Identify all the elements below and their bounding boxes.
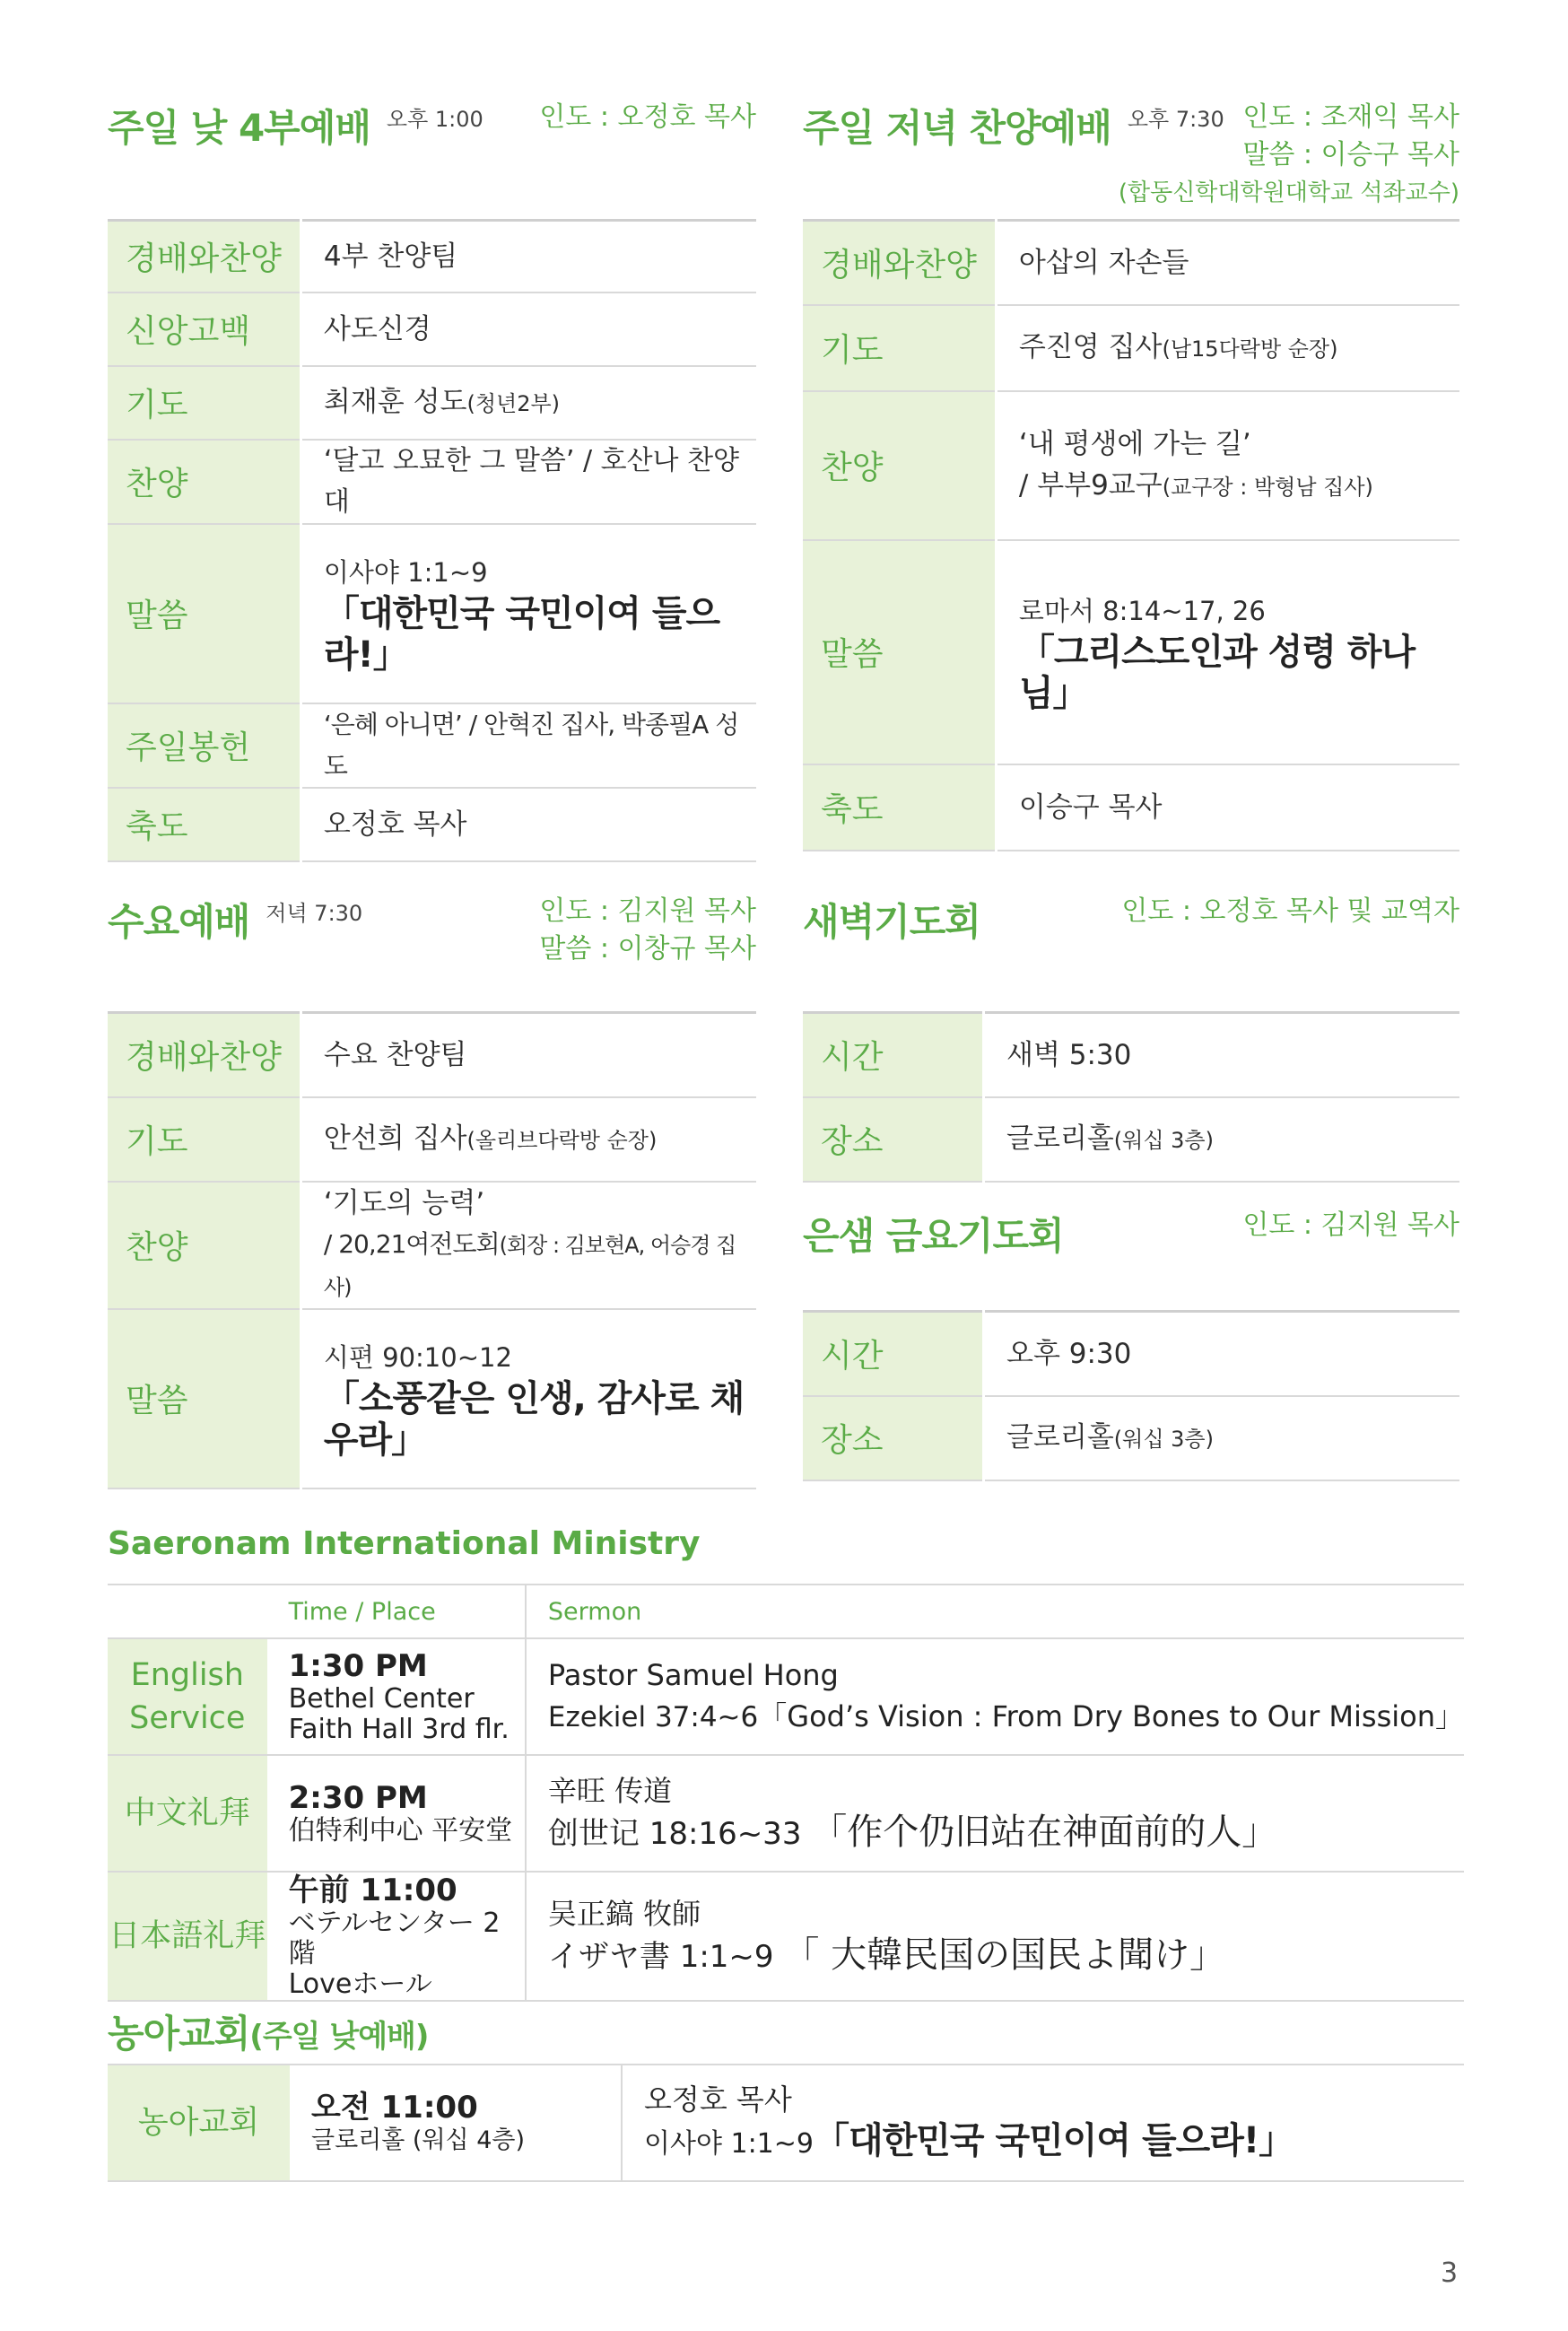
row-value: 4부 찬양팀: [301, 221, 756, 292]
row-value: 수요 찬양팀: [301, 1013, 756, 1097]
row-label: 축도: [821, 791, 884, 828]
dawn-prayer-section: [803, 893, 1459, 1189]
dawn-prayer-leader: 인도 : 오정호 목사 및 교역자: [1121, 895, 1459, 927]
sim-title: Saeronam International Ministry: [108, 1525, 701, 1562]
row-value: 오정호 목사: [301, 788, 756, 861]
sermon-message: 「소풍같은 인생, 감사로 채우라」: [323, 1377, 745, 1461]
row-value: 최재훈 성도(청년2부): [301, 366, 756, 440]
sermon-message: 「대한민국 국민이여 들으라!」: [323, 592, 720, 676]
deaf-church-row: 농아교회 오전 11:00 글로리홀 (워십 4층) 오정호 목사 이사야 1:1~9「대한민국 국민이여 들으라!」: [108, 2065, 1464, 2181]
sunday-4th-section: [108, 99, 756, 852]
sermon-reference: 이사야 1:1~9: [323, 556, 488, 588]
sunday-evening-leader: 인도 : 조재익 목사 말씀 : 이승구 목사 (합동신학대학원대학교 석좌교수): [1118, 101, 1459, 206]
wednesday-table: [108, 1011, 756, 1489]
friday-prayer-section: [803, 1207, 1459, 1494]
row-label: 경배와찬양: [108, 221, 301, 292]
row-value: ‘기도의 능력’ / 20,21여전도회(회장 : 김보현A, 어승경 집사): [301, 1182, 756, 1309]
sunday-evening-table: [803, 219, 1459, 851]
sermon-reference: 시편 90:10~12: [323, 1341, 512, 1373]
row-value: 안선희 집사(올리브다락방 순장): [301, 1097, 756, 1182]
row-label: 기도: [126, 1123, 188, 1160]
row-value: ‘달고 오묘한 그 말씀’ / 호산나 찬양대: [301, 440, 756, 524]
sim-row-label: 日本語礼拜: [108, 1872, 267, 2001]
row-label: 장소: [821, 1123, 884, 1160]
wednesday-time: 저녁 7:30: [266, 901, 363, 926]
sermon-value: [301, 1309, 756, 1489]
page-number: 3: [1441, 2257, 1459, 2289]
sim-header-blank: [108, 1585, 267, 1638]
friday-prayer-leader: 인도 : 김지원 목사: [1242, 1209, 1459, 1241]
sim-header-sermon: Sermon: [526, 1585, 1464, 1638]
row-label: 기도: [126, 387, 188, 423]
row-label: 찬양: [126, 466, 188, 502]
row-value: 이승구 목사: [996, 764, 1459, 851]
sunday-4th-leader: 인도 : 오정호 목사: [539, 101, 756, 133]
row-value: 주진영 집사(남15다락방 순장): [996, 305, 1459, 391]
row-label: 경배와찬양: [803, 221, 996, 305]
sunday-4th-title: 주일 낮 4부예배 $^{오후 1:00}$: [108, 106, 483, 150]
sermon-value: [301, 524, 756, 703]
wednesday-title: 수요예배 $^{저녁 7:30}$: [108, 900, 363, 944]
sunday-4th-time: 오후 1:00: [386, 107, 483, 132]
sermon-value: [996, 540, 1459, 764]
row-value: 글로리홀(워십 3층): [984, 1396, 1460, 1480]
sim-row-label: English Service: [108, 1638, 267, 1755]
sermon-message: 「그리스도인과 성령 하나님」: [1018, 631, 1416, 714]
row-label: 장소: [821, 1422, 884, 1459]
row-label: 주일봉헌: [126, 729, 251, 766]
dawn-prayer-title: 새벽기도회: [803, 900, 980, 944]
sunday-evening-section: [803, 99, 1459, 852]
row-value: ‘은혜 아니면’ / 안혁진 집사, 박종필A 성도: [301, 703, 756, 788]
sim-table: [108, 1584, 1464, 2002]
row-label: 말씀: [126, 1383, 188, 1419]
row-value: 글로리홀(워십 3층): [984, 1097, 1460, 1182]
row-label: 찬양: [126, 1229, 188, 1266]
deaf-church-table: [108, 2064, 1464, 2182]
sim-row-chinese: 中文礼拜 2:30 PM 伯特利中心 平安堂 辛旺 传道 创世记 18:16~33 「作个仍旧站在神面前的人」: [108, 1755, 1464, 1872]
row-value: ‘내 평생에 가는 길’ / 부부9교구(교구장 : 박형남 집사): [996, 391, 1459, 540]
deaf-row-label: 농아교회: [108, 2065, 290, 2181]
sermon-reference: 로마서 8:14~17, 26: [1018, 595, 1266, 626]
sunday-evening-time: 오후 7:30: [1127, 107, 1224, 132]
row-label: 말씀: [126, 598, 188, 634]
row-label: 찬양: [821, 450, 884, 486]
row-label: 축도: [126, 808, 188, 845]
sim-row-label: 中文礼拜: [108, 1755, 267, 1872]
row-label: 시간: [821, 1039, 884, 1077]
sim-row-japanese: 日本語礼拜 午前 11:00 ベテルセンター 2階 Loveホール 吴正鎬 牧師 イザヤ書 1:1~9 「 大韓民国の国民よ聞け」: [108, 1872, 1464, 2001]
row-label: 신앙고백: [126, 313, 251, 350]
friday-prayer-table: [803, 1310, 1459, 1481]
deaf-church-title: 농아교회(주일 낮예배): [108, 2012, 429, 2056]
row-value: 아삽의 자손들: [996, 221, 1459, 305]
sunday-4th-table: [108, 219, 756, 862]
sunday-evening-title: 주일 저녁 찬양예배 $^{오후 7:30}$: [803, 106, 1224, 150]
sim-row-english: English Service 1:30 PM Bethel Center Faith Hall 3rd flr. Pastor Samuel Hong Ezekiel 37:4~6「God’s Vision : From Dry Bones to Our Mission」: [108, 1638, 1464, 1755]
row-label: 기도: [821, 332, 884, 369]
row-value: 새벽 5:30: [984, 1013, 1460, 1097]
friday-prayer-title: 은샘 금요기도회: [803, 1214, 1064, 1258]
row-value: 사도신경: [301, 292, 756, 366]
wednesday-leader: 인도 : 김지원 목사 말씀 : 이창규 목사: [539, 895, 756, 965]
row-label: 말씀: [821, 636, 884, 673]
dawn-prayer-table: [803, 1011, 1459, 1183]
wednesday-section: [108, 893, 756, 1485]
sim-header-time-place: Time / Place: [267, 1585, 526, 1638]
row-value: 오후 9:30: [984, 1312, 1460, 1396]
row-label: 경배와찬양: [108, 1013, 301, 1097]
row-label: 시간: [821, 1338, 884, 1375]
